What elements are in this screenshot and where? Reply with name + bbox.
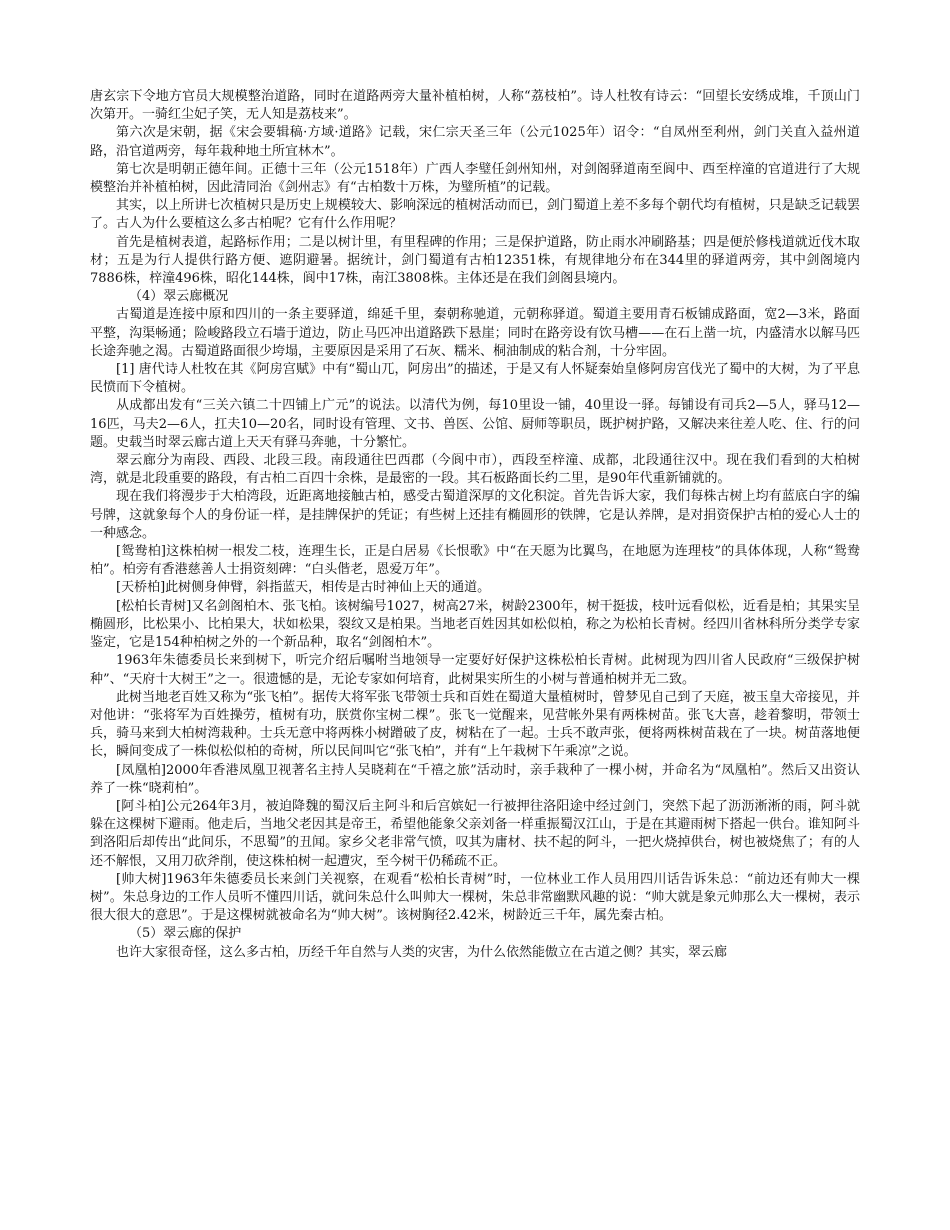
- paragraph-post-stations: 从成都出发有“三关六镇二十四铺上广元”的说法。以清代为例，每10里设一铺，40里设一驿。每铺设有司兵2—5人，驿马12—16匹，马夫2—6人，扛夫10—20名，同时设有管理、文书、兽医、公馆、厨师等职员，既护树护路，又解决来往差人吃、住、行的问题。史载当时翠云廊古道上天天有驿马奔驰，十分繁忙。: [90, 398, 860, 450]
- paragraph-marshal-tree: [帅大树]1963年朱德委员长来剑门关视察，在观看“松柏长青树”时，一位林业工作人员用四川话告诉朱总：“前边还有帅大一棵树”。朱总身边的工作人员听不懂四川话，就问朱总什么叫帅大一棵树，朱总非常幽默风趣的说：“帅大就是象元帅那么大一棵树，表示很大很大的意思”。于是这棵树就被命名为“帅大树”。该树胸径2.42米，树龄近三千年，属先秦古柏。: [90, 871, 860, 924]
- paragraph-a-dou-cypress: [阿斗柏]公元264年3月，被迫降魏的蜀汉后主阿斗和后宫嫔妃一行被押往洛阳途中经过剑门，突然下起了沥沥淅淅的雨，阿斗就躲在这棵树下避雨。他走后，当地父老因其是帝王，希望他能象父亲刘备一样重振蜀汉江山，于是在其避雨树下搭起一供台。谁知阿斗到洛阳后却传出“此间乐，不思蜀”的丑闻。家乡父老非常气愤，叹其为庸材、扶不起的阿斗，一把火烧掉供台，树也被烧焦了；有的人还不解恨，又用刀砍斧削，使这株柏树一起遭灾，至今树干仍稀疏不正。: [90, 798, 860, 869]
- paragraph-zhu-de-1963: 1963年朱德委员长来到树下，听完介绍后嘱咐当地领导一定要好好保护这株松柏长青树。此树现为四川省人民政府“三级保护树种”、“天府十大树王”之一。很遗憾的是，无论专家如何培育，此树果实所生的小树与普通柏树并无二致。: [90, 653, 860, 687]
- paragraph-three-sections: 翠云廊分为南段、西段、北段三段。南段通往巴西郡（今阆中市），西段至梓潼、成都，北段通往汉中。现在我们看到的大柏树湾，就是北段重要的路段，有古柏二百四十余株，是最密的一段。其石板路面长约二里，是90年代重新铺就的。: [90, 453, 860, 487]
- paragraph-ming-dynasty: 第七次是明朝正德年间。正德十三年（公元1518年）广西人李璧任剑州知州，对剑阁驿道南至阆中、西至梓潼的官道进行了大规模整治并补植柏树，因此清同治《剑州志》有“古柏数十万株，为璧所植”的记载。: [90, 161, 860, 196]
- paragraph-zhang-fei-cypress: 此树当地老百姓又称为“张飞柏”。据传大将军张飞带领士兵和百姓在蜀道大量植树时，曾梦见自己到了天庭，被玉皇大帝接见，并对他讲：“张将军为百姓操劳，植树有功，朕赏你宝树二棵”。张飞一觉醒来，见营帐外果有两株树苗。张飞大喜，趁着黎明，带领士兵，骑马来到大柏树湾栽种。士兵无意中将两株小树蹭破了皮，树粘在了一起。士兵不敢声张，便将两株树苗栽在了一块。树苗落地便长，瞬间变成了一株似松似柏的奇树，所以民间叫它“张飞柏”，并有“上午栽树下午乘凉”之说。: [90, 689, 860, 760]
- paragraph-planting-purposes: 首先是植树表道，起路标作用；二是以树计里，有里程碑的作用；三是保护道路，防止雨水冲刷路基；四是便於修栈道就近伐木取材；五是为行人提供行路方便、遮阴避暑。据统计，剑门蜀道有古柏12351株，有规律地分布在344里的驿道两旁，其中剑阁境内7886株，梓潼496株，昭化144株，阆中17株，南江3808株。主体还是在我们剑阁县境内。: [90, 234, 860, 287]
- paragraph-footnote-epang-palace: [1] 唐代诗人杜牧在其《阿房宫赋》中有“蜀山兀，阿房出”的描述，于是又有人怀疑秦始皇修阿房宫伐光了蜀中的大树，为了平息民愤而下令植树。: [90, 362, 860, 396]
- section-heading-protection: （5）翠云廊的保护: [129, 926, 242, 942]
- paragraph-evergreen-pine-cypress: [松柏长青树]又名剑阁柏木、张飞柏。该树编号1027，树高27米，树龄2300年，树干挺拔，枝叶远看似松，近看是柏；其果实呈椭圆形，比松果小、比柏果大，状如松果，裂纹又是柏果。当地老百姓因其如松似柏，称之为松柏长青树。经四川省林科所分类学专家鉴定，它是154种柏树之外的一个新品种，取名“剑阁柏木”。: [90, 598, 860, 651]
- section-heading-cuiyunlang-overview: （4）翠云廊概况: [129, 289, 229, 305]
- paragraph-mandarin-duck-cypress: [鸳鸯柏]这株柏树一根发二枝，连理生长，正是白居易《长恨歌》中“在天愿为比翼鸟，在地愿为连理枝”的具体体现，人称“鸳鸯柏”。柏旁有香港慈善人士捐资刻碑：“白头偕老，恩爱万年”。: [90, 544, 860, 578]
- paragraph-phoenix-cypress: [凤凰柏]2000年香港凤凰卫视著名主持人吴晓莉在“千禧之旅”活动时，亲手栽种了一棵小树，并命名为“凤凰柏”。然后又出资认养了一株“晓莉柏”。: [90, 762, 860, 796]
- document-body: [90, 88, 860, 962]
- paragraph-ancient-road: 古蜀道是连接中原和四川的一条主要驿道，绵延千里，秦朝称驰道，元朝称驿道。蜀道主要用青石板铺成路面，宽2—3米，路面平整，沟渠畅通；险峻路段立石墙于道边，防止马匹冲出道路跌下悬崖；同时在路旁设有饮马槽——在石上凿一坑，内盛清水以解马匹长途奔驰之渴。古蜀道路面很少垮塌，主要原因是采用了石灰、糯米、桐油制成的粘合剂，十分牢固。: [90, 307, 860, 359]
- paragraph-dabaiwan-walk: 现在我们将漫步于大柏湾段，近距离地接触古柏，感受古蜀道深厚的文化积淀。首先告诉大家，我们每株古树上均有蓝底白字的编号牌，这就象每个人的身份证一样，是挂牌保护的凭证；有些树上还挂有椭圆形的铁牌，它是认养牌，是对捐资保护古柏的爱心人士的一种感念。: [90, 489, 860, 541]
- paragraph-lychee-cypress: 唐玄宗下令地方官员大规模整治道路，同时在道路两旁大量补植柏树，人称“荔枝柏”。诗人杜牧有诗云：“回望长安绣成堆，千顶山门次第开。一骑红尘妃子笑，无人知是荔枝来”。: [90, 89, 860, 123]
- paragraph-song-dynasty: 第六次是宋朝，据《宋会要辑稿·方域·道路》记载，宋仁宗天圣三年（公元1025年）诏令：“自凤州至利州，剑门关直入益州道路，沿官道两旁，每年栽种地土所宜林木”。: [90, 125, 860, 159]
- paragraph-planting-question: 其实，以上所讲七次植树只是历史上规模较大、影响深远的植树活动而已，剑门蜀道上差不多每个朝代均有植树，只是缺乏记载罢了。古人为什么要植这么多古柏呢？它有什么作用呢？: [90, 198, 860, 232]
- paragraph-sky-bridge-cypress: [天桥柏]此树侧身伸臂，斜指蓝天，相传是古时神仙上天的通道。: [116, 580, 491, 596]
- paragraph-protection-intro: 也许大家很奇怪，这么多古柏，历经千年自然与人类的灾害，为什么依然能傲立在古道之侧？其实，翠云廊: [116, 944, 728, 960]
